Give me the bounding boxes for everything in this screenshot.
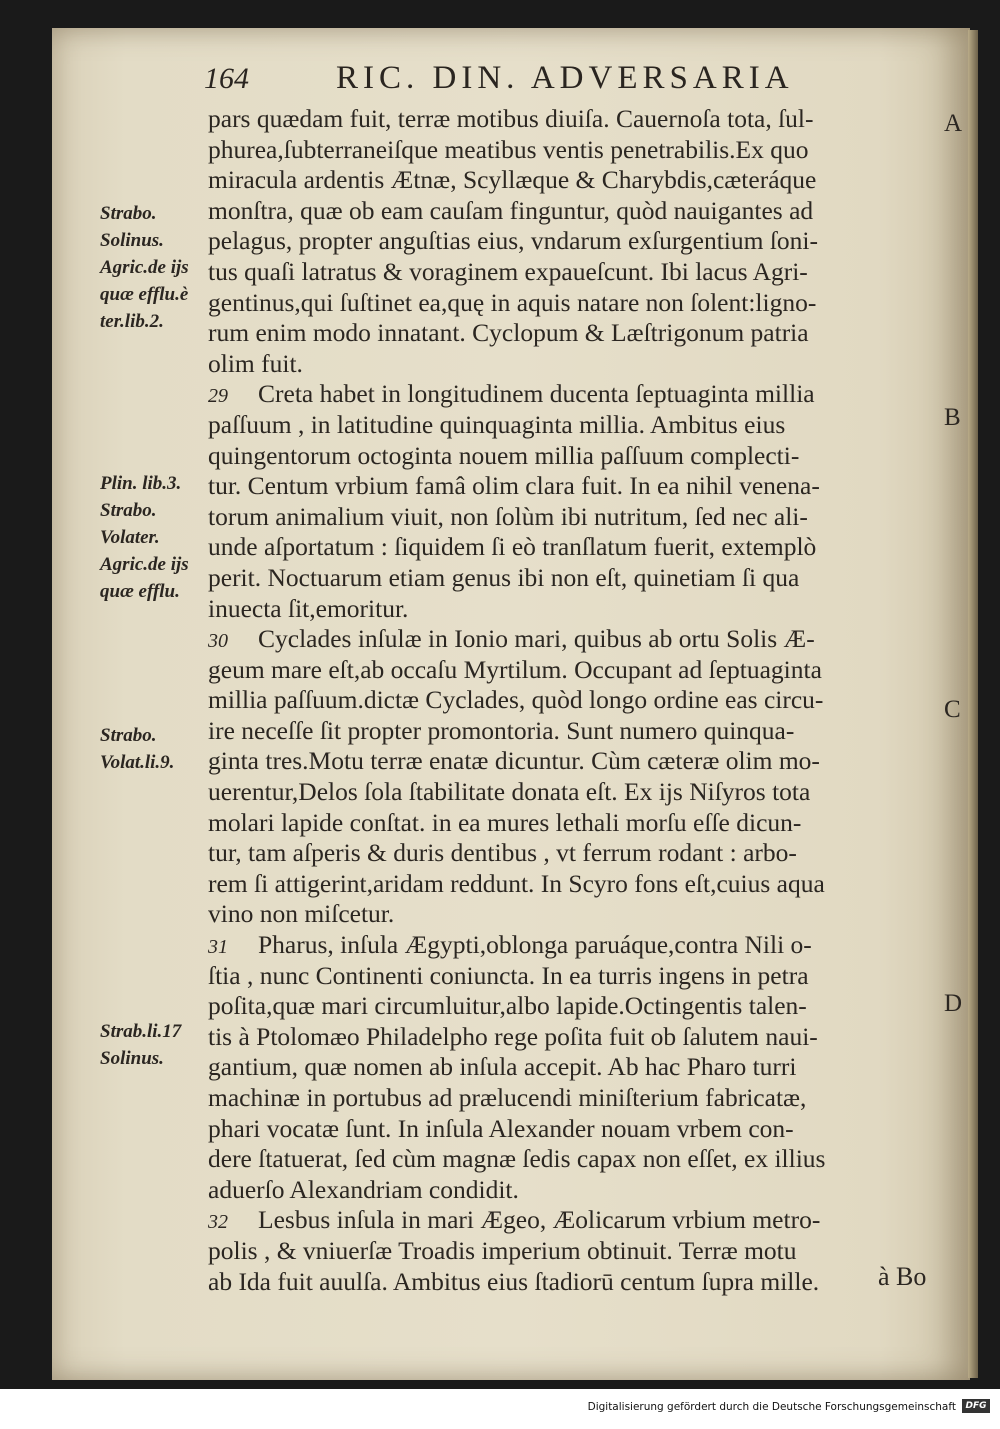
line-text: unde aſportatum : ſiquidem ſi eò tranſlatum fuerit, extemplò (208, 532, 817, 562)
margin-note-line: Volat.li.9. (100, 752, 175, 773)
margin-note-line: Strabo. (100, 203, 157, 224)
margin-letter-a: A (944, 110, 963, 137)
line-text: uerentur,Delos ſola ſtabilitate donata eſt. Ex ijs Niſyros tota (208, 777, 811, 807)
line-text: machinæ in portubus ad prælucendi miniſterium fabricatæ, (208, 1083, 807, 1112)
line-text: ſtia , nunc Continenti coniuncta. In ea turris ingens in petra (208, 960, 809, 990)
margin-note-1 (100, 200, 210, 335)
line-text: millia paſſuum.dictæ Cyclades, quòd longo ordine eas circu- (208, 685, 824, 715)
page-edge (968, 30, 978, 1378)
text-line (208, 655, 942, 686)
margin-letter-b: B (944, 404, 961, 431)
text-line (208, 1205, 942, 1236)
text-line (208, 991, 942, 1022)
folio-number: 164 (204, 62, 249, 95)
line-text: polis , & vniuerſæ Troadis imperium obtinuit. Terræ motu (208, 1235, 797, 1265)
text-line (208, 135, 942, 166)
text-line (208, 594, 942, 625)
margin-note-line: Plin. lib.3. (100, 473, 182, 494)
page-header (204, 62, 844, 102)
margin-note-line: quæ efflu.è (100, 284, 189, 305)
line-text: rum enim modo innatant. Cyclopum & Læſtrigonum patria (208, 318, 809, 348)
text-line (208, 1175, 942, 1206)
catchword: à Bo (878, 1262, 927, 1291)
margin-note-line: Strabo. (100, 500, 157, 521)
line-text: tur. Centum vrbium famâ olim clara fuit. In ea nihil venena- (208, 471, 820, 501)
line-text: rem ſi attigerint,aridam reddunt. In Scyro fons eſt,cuius aqua (208, 868, 825, 898)
text-line (208, 1267, 942, 1298)
margin-note-line: ter.lib.2. (100, 311, 164, 332)
text-line (208, 502, 942, 533)
margin-note-line: quæ efflu. (100, 581, 180, 602)
text-line (208, 1114, 942, 1145)
section-number: 29 (208, 385, 228, 408)
line-text: ab Ida fuit auulſa. Ambitus eius ſtadiorū centum ſupra mille. (208, 1266, 820, 1296)
line-text: vino non miſcetur. (208, 899, 395, 929)
section-number: 31 (208, 936, 228, 959)
line-text: paſſuum , in latitudine quinquaginta millia. Ambitus eius (208, 409, 786, 439)
line-text: gantium, quæ nomen ab inſula accepit. Ab hac Pharo turri (208, 1052, 797, 1082)
text-line (208, 563, 942, 594)
text-line (208, 226, 942, 257)
text-line (208, 379, 942, 410)
text-line (208, 349, 942, 380)
line-text: molari lapide conſtat. in ea mures lethali morſu eſſe dicun- (208, 807, 802, 837)
line-text: quingentorum octoginta nouem millia paſſuum complecti- (208, 440, 800, 470)
line-text: inuecta ſit,emoritur. (208, 593, 409, 623)
line-text: monſtra, quæ ob eam cauſam finguntur, quòd nauigantes ad (208, 195, 814, 225)
text-line (208, 685, 942, 716)
text-line (208, 1236, 942, 1267)
text-line (208, 532, 942, 563)
section-number: 30 (208, 630, 228, 653)
margin-letter-c: C (944, 696, 961, 723)
footer-credit: Digitalisierung gefördert durch die Deutsche Forschungsgemeinschaft (587, 1401, 956, 1413)
text-line (208, 1083, 942, 1114)
text-line (208, 746, 942, 777)
line-text: dere ſtatuerat, ſed cùm magnæ ſedis capax non eſſet, ex illius (208, 1144, 826, 1174)
text-line (208, 104, 942, 135)
line-text: poſita,quæ mari circumluitur,albo lapide.Octingentis talen- (208, 991, 807, 1021)
text-line (208, 471, 942, 502)
margin-note-line: Solinus. (100, 230, 164, 251)
margin-note-line: Solinus. (100, 1048, 164, 1069)
section-number: 32 (208, 1211, 228, 1234)
text-line (208, 1052, 942, 1083)
line-text: miracula ardentis Ætnæ, Scyllæque & Charybdis,cæteráque (208, 165, 817, 195)
text-line (208, 930, 942, 961)
margin-note-line: Volater. (100, 527, 160, 548)
line-text: torum animalium viuit, non ſolùm ibi nutritum, ſed nec ali- (208, 501, 808, 531)
line-text: aduerſo Alexandriam condidit. (208, 1174, 519, 1204)
line-text: pelagus, propter anguſtias eius, vndarum exſurgentium ſoni- (208, 226, 818, 256)
line-text: tus quaſi latratus & voraginem expaueſcunt. Ibi lacus Agri- (208, 256, 808, 286)
text-line (208, 410, 942, 441)
margin-note-4 (100, 1018, 210, 1072)
text-line (208, 716, 942, 747)
margin-note-line: Strabo. (100, 725, 157, 746)
margin-note-line: Strab.li.17 (100, 1021, 182, 1042)
footer-bar (0, 1389, 1000, 1429)
text-line (208, 624, 942, 655)
text-line (208, 869, 942, 900)
text-line (208, 808, 942, 839)
line-text: tur, tam aſperis & duris dentibus , vt ferrum rodant : arbo- (208, 838, 797, 868)
text-line (208, 899, 942, 930)
text-line (208, 318, 942, 349)
main-text (208, 104, 942, 1297)
line-text: Lesbus inſula in mari Ægeo, Æolicarum vrbium metro- (258, 1205, 821, 1235)
line-text: ginta tres.Motu terræ enatæ dicuntur. Cùm cæteræ olim mo- (208, 746, 820, 776)
text-line (208, 288, 942, 319)
margin-note-line: Agric.de ijs (100, 554, 189, 575)
text-line (208, 1144, 942, 1175)
line-text: perit. Noctuarum etiam genus ibi non eſt, quinetiam ſi qua (208, 562, 800, 592)
line-text: ire neceſſe ſit propter promontoria. Sunt numero quinqua- (208, 715, 795, 745)
line-text: gentinus,qui ſuſtinet ea,quę in aquis natare non ſolent:ligno- (208, 287, 817, 317)
text-line (208, 196, 942, 227)
line-text: Creta habet in longitudinem ducenta ſeptuaginta millia (258, 379, 815, 409)
text-line (208, 1022, 942, 1053)
margin-note-2 (100, 470, 210, 605)
margin-note-line: Agric.de ijs (100, 257, 189, 278)
margin-note-3 (100, 722, 210, 776)
margin-letter-d: D (944, 990, 963, 1017)
text-line (208, 257, 942, 288)
text-line (208, 441, 942, 472)
line-text: tis à Ptolomæo Philadelpho rege poſita fuit ob ſalutem naui- (208, 1021, 818, 1051)
line-text: phurea,ſubterraneiſque meatibus ventis penetrabilis.Ex quo (208, 134, 809, 164)
line-text: olim fuit. (208, 348, 303, 378)
line-text: Pharus, inſula Ægypti,oblonga paruáque,contra Nili o- (258, 930, 812, 960)
text-line (208, 165, 942, 196)
line-text: geum mare eſt,ab occaſu Myrtilum. Occupant ad ſeptuaginta (208, 654, 822, 684)
line-text: Cyclades inſulæ in Ionio mari, quibus ab ortu Solis Æ- (258, 624, 815, 654)
text-line (208, 838, 942, 869)
running-title: RIC. DIN. ADVERSARIA (336, 60, 794, 96)
text-line (208, 961, 942, 992)
text-line (208, 777, 942, 808)
line-text: phari vocatæ ſunt. In inſula Alexander nouam vrbem con- (208, 1113, 794, 1143)
line-text: pars quædam fuit, terræ motibus diuiſa. Cauernoſa tota, ſul- (208, 104, 814, 133)
dfg-logo: DFG (962, 1399, 990, 1413)
